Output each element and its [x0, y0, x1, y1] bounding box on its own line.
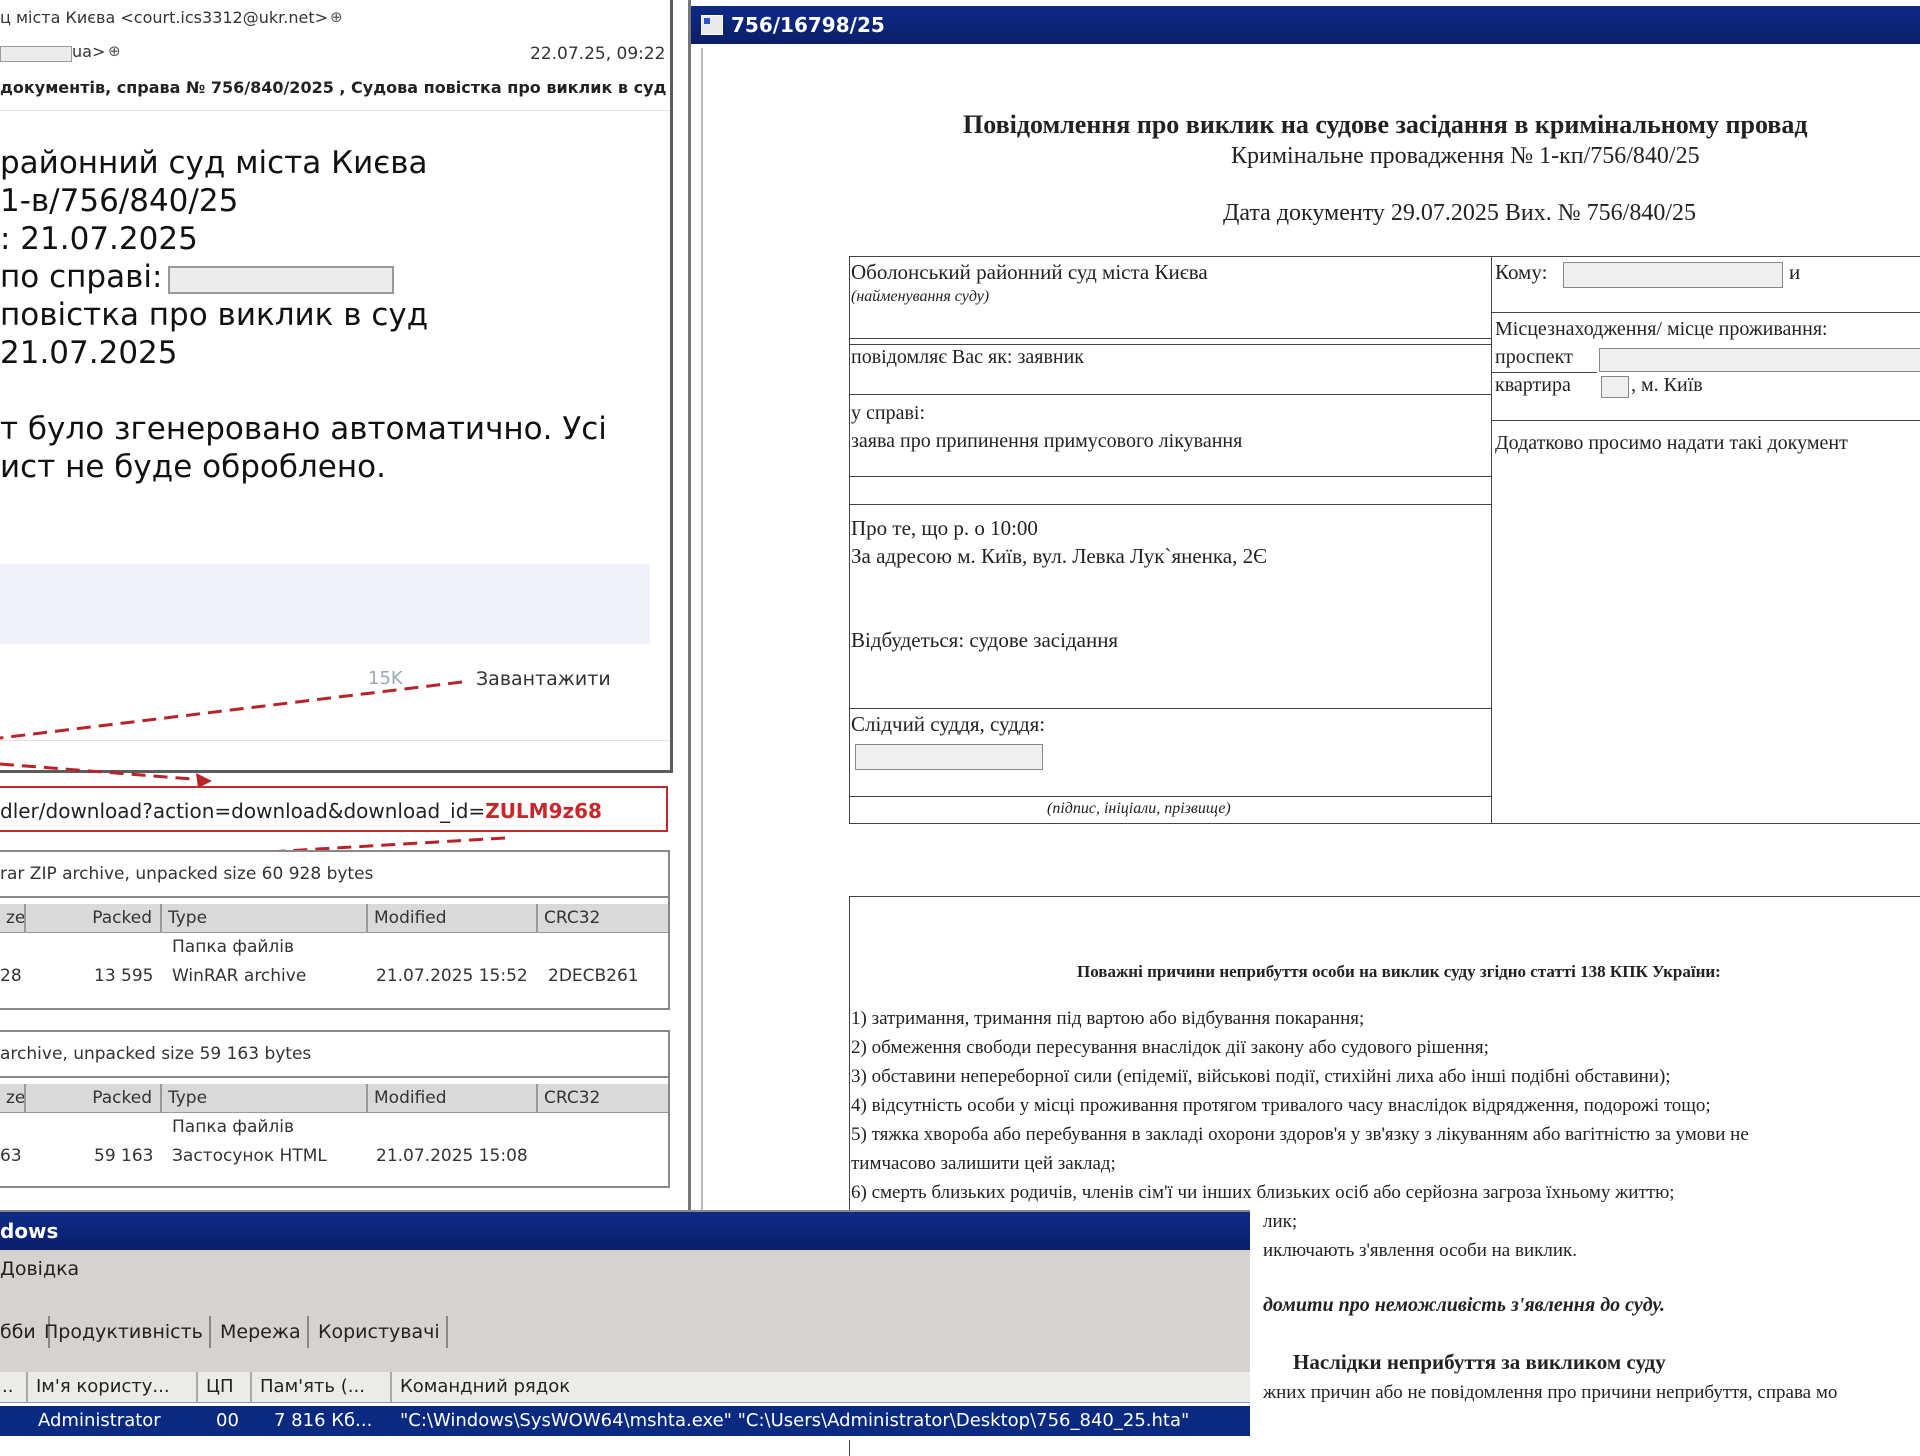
divider [1491, 420, 1920, 421]
consequences-title: Наслідки неприбуття за викликом суду [1293, 1350, 1666, 1374]
divider [849, 796, 1491, 797]
arrow-line [0, 682, 462, 738]
proceeding-number: Кримінальне провадження № 1-кп/756/840/25 [1231, 143, 1700, 169]
table-row[interactable] [0, 933, 668, 962]
archive-columns [0, 904, 668, 933]
table-row[interactable] [0, 1142, 668, 1171]
col-type[interactable]: Type [160, 1084, 366, 1112]
row-type: Застосунок HTML [172, 1146, 327, 1166]
annotation-arrows [0, 640, 700, 870]
process-cpu: 00 [216, 1410, 239, 1431]
col-size[interactable]: ze [0, 1084, 24, 1112]
task-manager-title: dows [0, 1219, 59, 1243]
email-subject: документів, справа № 756/840/2025 , Судова повістка про виклик в суд [0, 78, 667, 97]
divider [0, 110, 670, 111]
email-body-line: ист не буде оброблено. [0, 449, 386, 485]
email-body-line: 21.07.2025 [0, 335, 178, 371]
process-columns [0, 1372, 1250, 1403]
row-size: 63 [0, 1146, 22, 1166]
col-command[interactable]: Командний рядок [390, 1372, 1250, 1402]
attachment-preview[interactable] [0, 564, 650, 644]
col-crc[interactable]: CRC32 [536, 904, 662, 932]
divider [849, 344, 1491, 345]
recipient-field [1563, 262, 1783, 288]
divider [849, 476, 1491, 477]
reason-item: 2) обмеження свободи пересування внаслідок дії закону або судового рішення; [851, 1037, 1489, 1058]
tab-processes[interactable]: бби [0, 1316, 50, 1348]
row-crc: 2DECB261 [548, 966, 639, 986]
divider [1491, 312, 1920, 313]
task-manager-titlebar[interactable] [0, 1212, 1250, 1250]
consequences-text: жних причин або не повідомлення про причини неприбуття, справа мо [1263, 1382, 1838, 1403]
signature-hint: (підпис, ініціали, прізвище) [1047, 800, 1231, 817]
download-url[interactable] [0, 786, 668, 832]
redacted-recipient [0, 46, 72, 62]
task-manager-window [0, 1210, 1250, 1440]
process-user: Administrator [38, 1410, 161, 1431]
location-label: Місцезнаходження/ місце проживання: [1495, 318, 1828, 340]
divider [849, 504, 1491, 505]
table-row[interactable] [0, 1113, 668, 1142]
process-list [0, 1372, 1250, 1440]
email-body-line: : 21.07.2025 [0, 221, 198, 257]
apartment-label: квартира [1495, 374, 1571, 396]
lock-icon: ⊕ [330, 8, 343, 26]
divider [849, 394, 1491, 395]
document-window-title: 756/16798/25 [731, 13, 885, 37]
reason-item: лик; [1263, 1211, 1298, 1232]
case-description: заява про припинення примусового лікування [851, 430, 1243, 452]
row-packed: 59 163 [94, 1146, 154, 1166]
email-to: ua> [72, 42, 106, 61]
row-type: Папка файлів [172, 937, 295, 957]
email-body-line: по справі: [0, 259, 163, 295]
divider [1491, 256, 1492, 824]
archive-panel [0, 850, 670, 1010]
tab-network[interactable]: Мережа [214, 1316, 309, 1348]
process-row-selected[interactable] [0, 1406, 1250, 1436]
email-body-line: районний суд міста Києва [0, 145, 428, 181]
row-type: WinRAR archive [172, 966, 307, 986]
table-row[interactable] [0, 962, 668, 991]
email-body-line: т було згенеровано автоматично. Усі [0, 411, 607, 447]
menu-help[interactable]: Довідка [0, 1258, 80, 1280]
reason-item: 6) смерть близьких родичів, членів сім'ї чи інших близьких осіб або серйозна загроза їхньому життю; [851, 1182, 1675, 1203]
archive-panel [0, 1030, 670, 1188]
col-size[interactable]: ze [0, 904, 24, 932]
document-titlebar[interactable] [691, 6, 1920, 44]
apartment-field [1601, 376, 1629, 398]
recipient-label: Кому: [1495, 260, 1548, 284]
hearing-event: Відбудеться: судове засідання [851, 628, 1119, 652]
divider [849, 338, 1491, 339]
document-date: Дата документу 29.07.2025 Вих. № 756/840/25 [1223, 200, 1696, 226]
col-cpu[interactable]: ЦП [196, 1372, 250, 1402]
window-icon [701, 15, 723, 35]
process-memory: 7 816 Кб... [274, 1410, 373, 1431]
reason-item: 1) затримання, тримання під вартою або відбування покарання; [851, 1008, 1365, 1029]
archive-title: archive, unpacked size 59 163 bytes [0, 1032, 668, 1078]
judge-label: Слідчий суддя, суддя: [851, 712, 1046, 736]
archive-title: rar ZIP archive, unpacked size 60 928 bytes [0, 852, 668, 898]
redacted-party [168, 266, 394, 294]
archive-columns [0, 1084, 668, 1113]
avenue-label: проспект [1495, 346, 1573, 368]
col-user[interactable]: Ім'я користу... [26, 1372, 196, 1402]
email-body-line: повістка про виклик в суд [0, 297, 429, 333]
arrow-line [0, 764, 205, 780]
download-id: ZULM9z68 [485, 799, 602, 823]
in-case-label: у справі: [851, 402, 926, 424]
reason-item: 4) відсутність особи у місці проживання протягом тривалого часу внаслідок відрядження, подорожі тощо; [851, 1095, 1711, 1116]
col-packed[interactable]: Packed [24, 904, 158, 932]
city-label: , м. Київ [1631, 374, 1703, 396]
hearing-address: За адресою м. Київ, вул. Левка Лук`яненка, 2Є [851, 544, 1267, 568]
download-link[interactable]: Завантажити [476, 668, 611, 690]
avenue-field [1599, 348, 1920, 372]
col-packed[interactable]: Packed [24, 1084, 158, 1112]
row-modified: 21.07.2025 15:52 [376, 966, 528, 986]
divider [1491, 372, 1597, 373]
court-name: Оболонський районний суд міста Києва [851, 260, 1208, 284]
notify-impossible: домити про неможливість з'явлення до суду. [1263, 1294, 1665, 1316]
extra-docs-label: Додатково просимо надати такі документ [1495, 432, 1848, 454]
process-command: "C:\Windows\SysWOW64\mshta.exe" "C:\Users\Administrator\Desktop\756_840_25.hta" [400, 1410, 1190, 1431]
col-modified[interactable]: Modified [366, 904, 536, 932]
row-type: Папка файлів [172, 1117, 295, 1137]
col-image[interactable]: .. [0, 1372, 26, 1402]
court-hint: (найменування суду) [851, 288, 990, 305]
email-body-line: 1-в/756/840/25 [0, 183, 239, 219]
judge-name-field [855, 744, 1043, 770]
url-prefix: dler/download?action=download&download_id= [0, 799, 486, 823]
recipient-suffix: и [1789, 260, 1801, 284]
tab-performance[interactable]: Продуктивність [38, 1316, 211, 1348]
reason-item: иключають з'явлення особи на виклик. [1263, 1240, 1577, 1261]
lock-icon: ⊕ [108, 42, 121, 60]
document-heading: Повідомлення про виклик на судове засідання в кримінальному провад [963, 110, 1808, 139]
col-modified[interactable]: Modified [366, 1084, 536, 1112]
email-date: 22.07.25, 09:22 [530, 44, 666, 64]
col-type[interactable]: Type [160, 904, 366, 932]
row-size: 28 [0, 966, 22, 986]
row-packed: 13 595 [94, 966, 154, 986]
hearing-time: Про те, що р. о 10:00 [851, 516, 1038, 540]
divider [849, 708, 1491, 709]
col-crc[interactable]: CRC32 [536, 1084, 662, 1112]
row-modified: 21.07.2025 15:08 [376, 1146, 528, 1166]
email-from: ц міста Києва <court.ics3312@ukr.net> [0, 8, 328, 27]
col-memory[interactable]: Пам'ять (... [250, 1372, 390, 1402]
reason-item: 5) тяжка хвороба або перебування в закладі охорони здоров'я у зв'язку з лікуванням або вагітністю за умови не [851, 1124, 1749, 1145]
reason-item: 3) обставини непереборної сили (епідемії, військові події, стихійні лиха або інші подібні обставини); [851, 1066, 1671, 1087]
reasons-title: Поважні причини неприбуття особи на виклик суду згідно статті 138 КПК України: [1077, 962, 1721, 981]
attachment-size: 15K [368, 668, 403, 689]
notify-as: повідомляє Вас як: заявник [851, 346, 1085, 368]
reason-item: тимчасово залишити цей заклад; [851, 1153, 1116, 1174]
tab-users[interactable]: Користувачі [312, 1316, 448, 1348]
